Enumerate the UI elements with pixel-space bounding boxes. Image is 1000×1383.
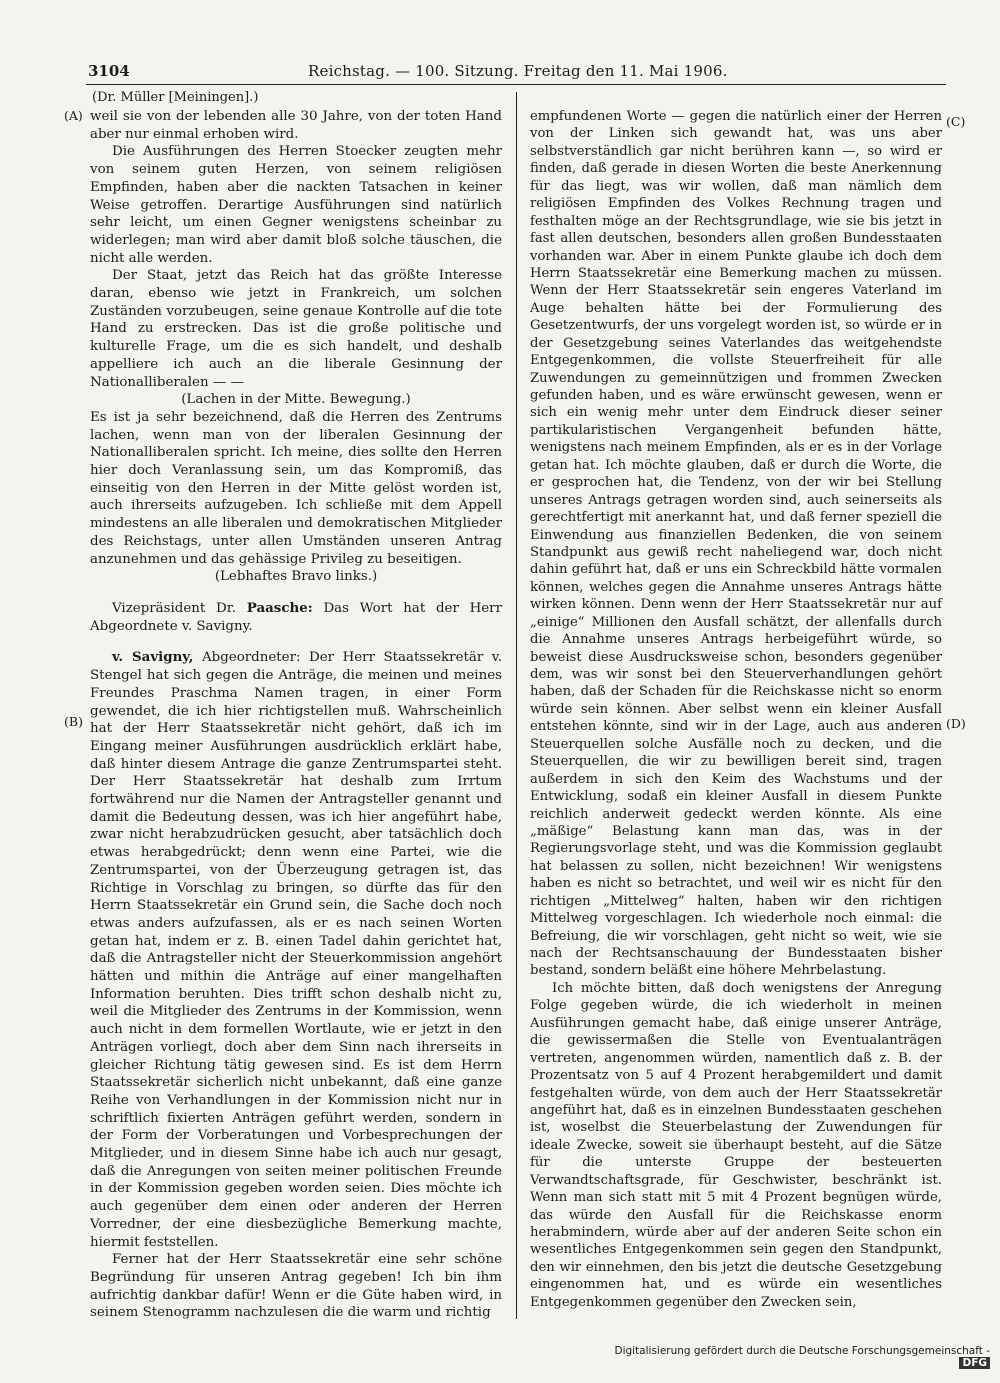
header-rule [86, 84, 946, 85]
paragraph: Ferner hat der Herr Staatssekretär eine sehr schöne Begründung für unseren Antrag gegeben! Ich bin ihm aufrichtig dankbar dafür! Wenn er die Güte haben wird, in seinem Stenogramm nachzulesen die die warm und richtig [90, 1252, 502, 1321]
speaker-paragraph [90, 649, 502, 1251]
dfg-logo: DFG [959, 1357, 990, 1369]
page-header [88, 62, 944, 84]
paragraph: Die Ausführungen des Herren Stoecker zeugten mehr von seinem guten Herzen, von seinem religiösen Empfinden, haben aber die nackten Tatsachen in keiner Weise getroffen. Derartige Ausführungen sind natürlich sehr leicht, um einen Gegner wenigstens scheinbar zu widerlegen; man wird aber damit bloß solche täuschen, die nicht alle werden. [90, 144, 502, 266]
right-column [530, 108, 942, 1311]
paragraph: weil sie von der lebenden alle 30 Jahre, von der toten Hand aber nur einmal erhoben wird. [90, 109, 502, 142]
speaker-heading: (Dr. Müller [Meiningen].) [92, 90, 259, 105]
paragraph: Es ist ja sehr bezeichnend, daß die Herren des Zentrums lachen, wenn man von der liberalen Gesinnung der Nationalliberalen spricht. Ich meine, dies sollte den Herren hier doch Veranlassung sein, um das Kompromiß, das einseitig von den Herren in der Mitte gelöst worden ist, auch ihrerseits aufzugeben. Ich schließe mit dem Appell mindestens an alle liberalen und demokratischen Mitglieder des Reichstags, unter allen Umständen unseren Antrag anzunehmen und das gehässige Privileg zu beseitigen. [90, 409, 502, 567]
footer-credit [600, 1345, 990, 1369]
left-column [90, 108, 502, 1322]
running-title: Reichstag. — 100. Sitzung. Freitag den 11. Mai 1906. [308, 62, 728, 80]
interjection: (Lachen in der Mitte. Bewegung.) [181, 392, 411, 408]
paragraph: empfundenen Worte — gegen die natürlich einer der Herren von der Linken sich gewandt hat, was uns aber selbstverständlich gar nicht berühren kann —, so wird er finden, daß gerade in diesen Worten die beste Anerkennung für das liegt, was wir wollen, daß man nämlich dem religiösen Empfinden des Volkes Rechnung tragen und festhalten möge an der Rechtsgrundlage, wie sie bis jetzt in fast allen deutschen, besonders allen großen Bundesstaaten vorhanden war. Aber in einem Punkte glaube ich doch dem Herrn Staatssekretär eine Bemerkung machen zu müssen. Wenn der Herr Staatssekretär sein engeres Vaterland im Auge behalten hätte bei der Formulierung des Gesetzentwurfs, der uns vorgelegt worden ist, so würde er in der Gesetzgebung seines Vaterlandes das weitgehendste Entgegenkommen, die vollste Steuerfreiheit für alle Zuwendungen zu gemeinnützigen und frommen Zwecken gefunden haben, und es wäre erwünscht gewesen, wenn er sich ein wenig mehr unter dem Eindruck dieser seiner partikularistischen Vergangenheit befunden hätte, wenigstens nach meinem Empfinden, als er es in der Vorlage getan hat. Ich möchte glauben, daß er durch die Worte, die er gesprochen hat, die Tendenz, von der wir bei Stellung unseres Antrags getragen worden sind, auch seinerseits als gerechtfertigt mit anerkannt hat, und daß ferner speziell die Einwendung aus finanziellen Bedenken, die von seinem Standpunkt aus gewiß recht naheliegend war, doch nicht dahin geführt hat, daß er uns ein Schreckbild hätte vormalen können, welches gegen die Annahme unseres Antrags hätte wirken können. Denn wenn der Herr Staatssekretär nur auf „einige“ Millionen den Ausfall schätzt, der allenfalls durch die Annahme unseres Antrags herbeigeführt würde, so beweist diese Ausdrucksweise schon, besonders gegenüber dem, was wir sonst bei den Steuerverhandlungen gehört haben, daß der Schaden für die Reichskasse nicht so enorm würde sein können. Aber selbst wenn ein kleiner Ausfall entstehen könnte, sind wir in der Lage, auch aus anderen Steuerquellen solche Ausfälle noch zu decken, und die Steuerquellen, die wir zu bewilligen bereit sind, tragen außerdem in sich den Keim des Wachstums und der Entwicklung, sodaß ein kleiner Ausfall in diesem Punkte reichlich anderweit gedeckt werden könnte. Als eine „mäßige“ Belastung kann man das, was in der Regierungsvorlage steht, und was die Kommission geglaubt hat belassen zu sollen, nicht bezeichnen! Wir wenigstens haben es nicht so betrachtet, und weil wir es nicht für den richtigen „Mittelweg“ halten, haben wir den richtigen Mittelweg vorgeschlagen. Ich wiederhole noch einmal: die Befreiung, die wir vorschlagen, geht nicht so weit, wie sie nach der Rechtsanschauung der Bundesstaaten bisher bestand, sondern beläßt eine höhere Mehrbelastung. [530, 109, 942, 979]
footer-text: Digitalisierung gefördert durch die Deutsche Forschungsgemeinschaft - [614, 1345, 990, 1357]
speaker-role: Vizepräsident Dr. [112, 600, 236, 616]
margin-label-b: (B) [64, 714, 83, 729]
speaker-name: Paasche: [246, 599, 313, 616]
interjection: (Lebhaftes Bravo links.) [214, 569, 378, 585]
speaker-paragraph [90, 600, 502, 635]
paragraph-text: Das Wort hat der Herr Abgeordnete v. Savigny. [90, 600, 502, 634]
speaker-name: v. Savigny, [112, 649, 194, 666]
paragraph-text: Abgeordneter: Der Herr Staatssekretär v. Stengel hat sich gegen die Anträge, die meinen und meines Freundes Praschma Namen tragen, in einer Form gewendet, die ich hier richtigstellen muß. Wahrscheinlich hat der Herr Staatssekretär nicht gehört, daß ich im Eingang meiner Ausführungen ausdrücklich erklärt habe, daß hinter diesem Antrage die ganze Zentrumspartei steht. Der Herr Staatssekretär hat deshalb zum Irrtum fortwährend nur die Namen der Antragsteller genannt und damit die Bedeutung dessen, was ich hier angeführt habe, zwar nicht herabzudrücken gesucht, aber tatsächlich doch etwas herabgedrückt; denn wenn eine Partei, wie die Zentrumspartei, von der Überzeugung getragen ist, das Richtige in Vorschlag zu bringen, so dürfte das für den Herrn Staatssekretär ein Grund sein, die Sache doch noch etwas anders aufzufassen, als er es nach seinen Worten getan hat, indem er z. B. einen Tadel dahin gerichtet hat, daß die Antragsteller nicht der Steuerkommission angehört hätten und mithin die Anträge auf einer mangelhaften Information beruhten. Dies trifft schon deshalb nicht zu, weil die Mitglieder des Zentrums in der Kommission, wenn auch nicht in dem formellen Wortlaute, wie er jetzt in den Anträgen vorliegt, doch aber dem Sinn nach ihrerseits in gleicher Richtung tätig gewesen sind. Es ist dem Herrn Staatssekretär sicherlich nicht unbekannt, daß eine ganze Reihe von Verhandlungen in der Kommission nicht nur in schriftlich fixierten Anträgen geführt werden, sondern in der Form der Vorberatungen und Vorbesprechungen der Mitglieder, und in diesem Sinne habe ich auch nur gesagt, daß die Anregungen von seiten meiner politischen Freunde in der Kommission gegeben worden seien. Dies möchte ich auch gegenüber dem einen oder anderen der Herren Vorredner, der eine diesbezügliche Bemerkung machte, hiermit feststellen. [90, 650, 502, 1250]
margin-label-d: (D) [946, 716, 966, 731]
paragraph: Der Staat, jetzt das Reich hat das größte Interesse daran, ebenso wie jetzt in Frankreich, um solchen Zuständen vorzubeugen, seine genaue Kontrolle auf die tote Hand zu erstrecken. Das ist die große politische und kulturelle Frage, um die es sich handelt, und deshalb appelliere ich auch an die liberale Gesinnung der Nationalliberalen — — [90, 268, 502, 390]
page-number: 3104 [88, 62, 130, 80]
margin-label-a: (A) [64, 108, 83, 123]
margin-label-c: (C) [946, 114, 966, 129]
column-divider [516, 92, 517, 1319]
paragraph: Ich möchte bitten, daß doch wenigstens der Anregung Folge gegeben würde, die ich wiederholt in meinen Ausführungen gemacht habe, daß einige unserer Anträge, die gewissermaßen die Stelle von Eventualanträgen vertreten, angenommen würden, namentlich daß z. B. der Prozentsatz von 5 auf 4 Prozent herabgemildert und damit festgehalten würde, von dem auch der Herr Staatssekretär angeführt hat, daß es in einzelnen Bundesstaaten geschehen ist, woselbst die Steuerbelastung der Zuwendungen für ideale Zwecke, soweit sie überhaupt besteht, auf die Sätze für die unterste Gruppe der besteuerten Verwandtschaftsgrade, für Geschwister, beschränkt ist. Wenn man sich statt mit 5 mit 4 Prozent begnügen würde, das würde den Ausfall für die Reichskasse enorm herabmindern, würde aber auf der anderen Seite schon ein wesentliches Entgegenkommen sein gegen den Standpunkt, den wir einnehmen, den bis jetzt die deutsche Gesetzgebung eingenommen hat, und es würde ein wesentliches Entgegenkommen gegenüber den Zwecken sein, [530, 980, 942, 1310]
